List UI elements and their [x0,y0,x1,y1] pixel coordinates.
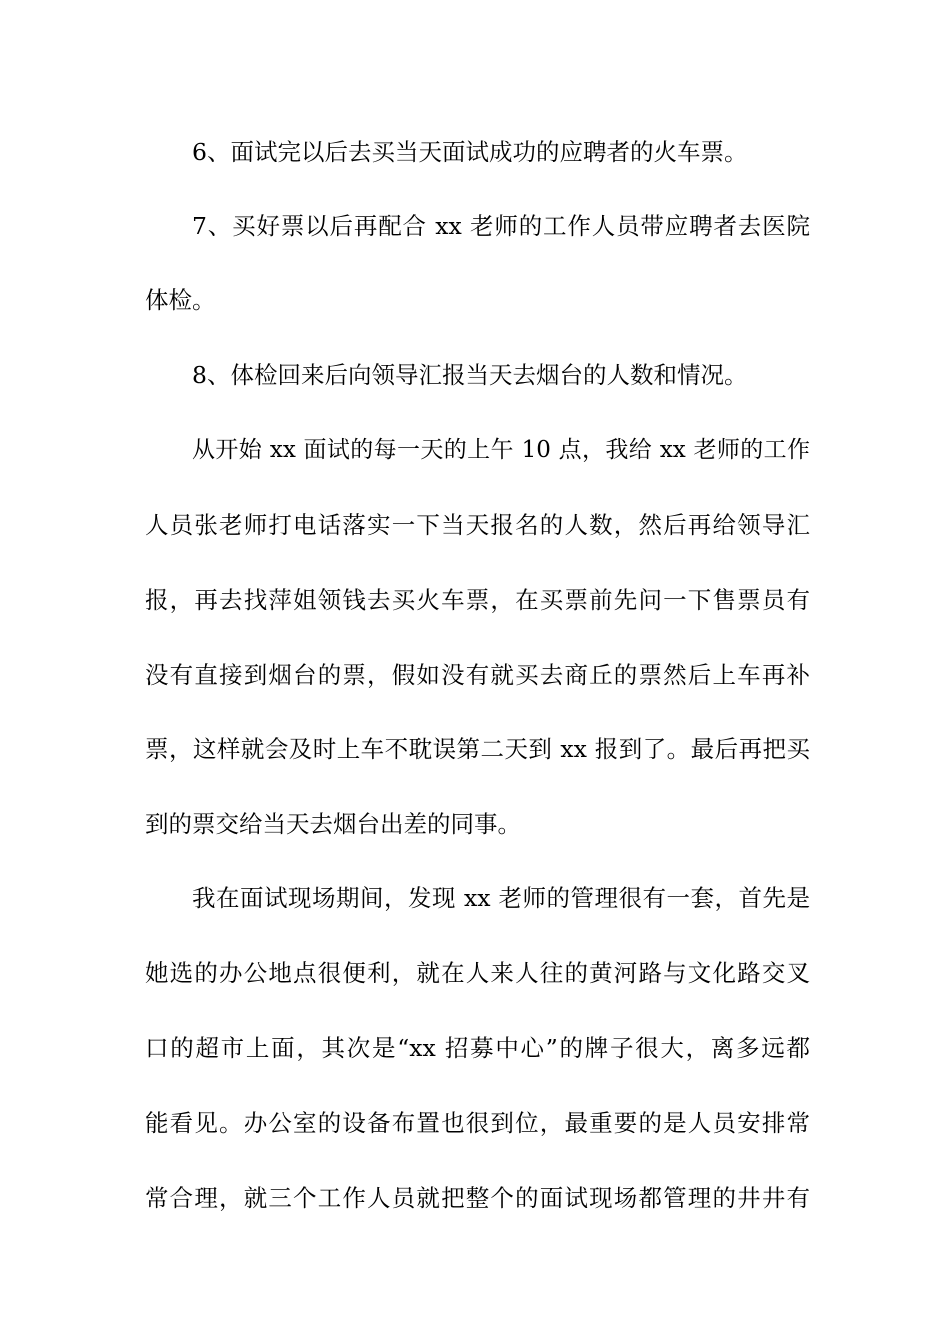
text-line-para2-2: 她选的办公地点很便利，就在人来人往的黄河路与文化路交叉 [145,959,810,987]
text-line-para2-4: 能看见。办公室的设备布置也很到位，最重要的是人员安排常 [145,1109,810,1137]
text-line-para2-3: 口的超市上面，其次是“xx 招募中心”的牌子很大，离多远都 [145,1034,810,1062]
text-line-para1-2: 人员张老师打电话落实一下当天报名的人数，然后再给领导汇 [145,511,810,539]
text-line-para1-1: 从开始 xx 面试的每一天的上午 10 点，我给 xx 老师的工作 [192,437,810,463]
text-line-para2-5: 常合理，就三个工作人员就把整个的面试现场都管理的井井有 [145,1184,810,1212]
text-line-item-7: 7、买好票以后再配合 xx 老师的工作人员带应聘者去医院 [192,212,810,240]
text-line-item-8: 8、体检回来后向领导汇报当天去烟台的人数和情况。 [192,361,748,389]
text-line-item-7-continued: 体检。 [145,286,216,314]
text-line-para1-3: 报，再去找萍姐领钱去买火车票，在买票前先问一下售票员有 [145,586,810,614]
text-line-para1-5: 票，这样就会及时上车不耽误第二天到 xx 报到了。最后再把买 [145,735,810,763]
text-line-para2-1: 我在面试现场期间，发现 xx 老师的管理很有一套，首先是 [192,884,810,912]
text-line-para1-6: 到的票交给当天去烟台出差的同事。 [145,810,521,838]
text-line-item-6: 6、面试完以后去买当天面试成功的应聘者的火车票。 [192,138,748,166]
text-line-para1-4: 没有直接到烟台的票，假如没有就买去商丘的票然后上车再补 [145,661,810,689]
